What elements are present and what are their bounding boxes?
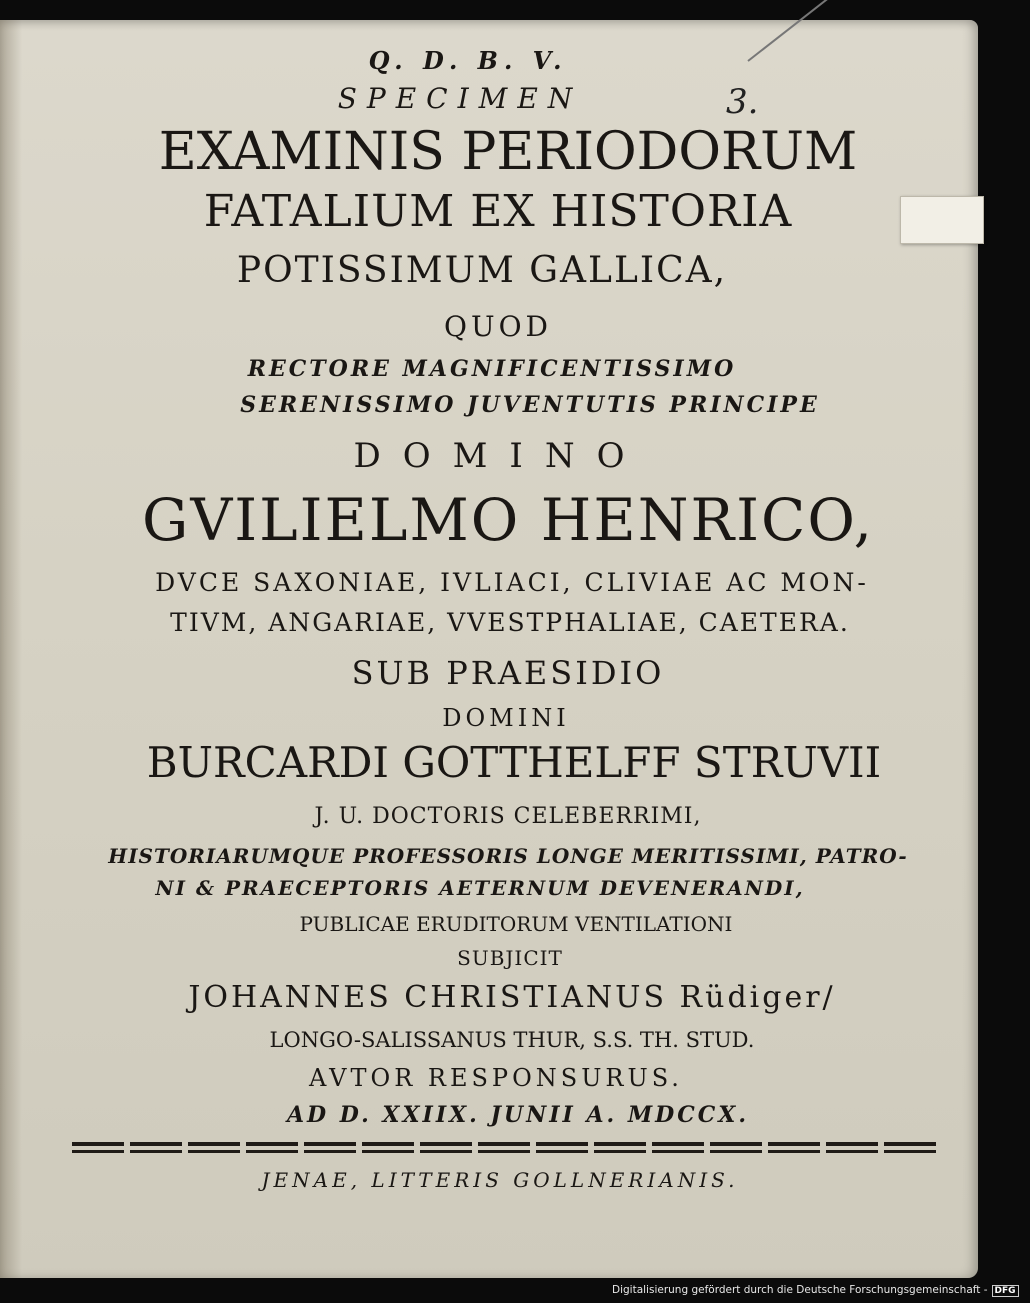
- rule-bottom: [72, 1150, 938, 1153]
- handwritten-number: 3.: [726, 82, 759, 122]
- domino-label: DOMINO: [353, 436, 647, 476]
- title-line-2: FATALIUM EX HISTORIA: [203, 186, 793, 237]
- author-name: JOHANNES CHRISTIANUS Rüdiger/: [188, 980, 836, 1015]
- author-origin: LONGO-SALISSANUS THUR, S.S. TH. STUD.: [269, 1028, 755, 1052]
- credit-text: Digitalisierung gefördert durch die Deutsche Forschungsgemeinschaft -: [612, 1284, 988, 1296]
- prince-titles-line-2: TIVM, ANGARIAE, VVESTPHALIAE, CAETERA.: [170, 608, 850, 637]
- defense-date: AD D. XXIIX. JUNII A. MDCCX.: [286, 1102, 750, 1128]
- rector-line-1: RECTORE MAGNIFICENTISSIMO: [247, 356, 737, 382]
- motto: Q. D. B. V.: [368, 46, 568, 75]
- praeses-degree: J. U. DOCTORIS CELEBERRIMI,: [314, 804, 702, 829]
- prince-titles-line-1: DVCE SAXONIAE, IVLIACI, CLIVIAE AC MON-: [155, 568, 869, 597]
- publicae-line: PUBLICAE ERUDITORUM VENTILATIONI: [299, 912, 733, 936]
- prince-name: GVILIELMO HENRICO,: [142, 486, 874, 554]
- specimen-heading: SPECIMEN: [337, 82, 583, 115]
- quod-label: QUOD: [444, 310, 552, 343]
- praeses-line-1: HISTORIARUMQUE PROFESSORIS LONGE MERITISSIMI, PATRO-: [108, 844, 908, 868]
- praeses-name: BURCARDI GOTTHELFF STRUVII: [146, 738, 882, 787]
- domini-label: DOMINI: [442, 704, 570, 732]
- autor-responsurus: AVTOR RESPONSURUS.: [309, 1064, 683, 1092]
- title-line-3: POTISSIMUM GALLICA,: [236, 250, 728, 291]
- sub-praesidio-label: SUB PRAESIDIO: [351, 654, 665, 692]
- digitization-credit: [612, 1284, 1019, 1300]
- rector-line-2: SERENISSIMO JUVENTUTIS PRINCIPE: [240, 392, 820, 418]
- dfg-logo: DFG: [992, 1285, 1019, 1297]
- title-line-1: EXAMINIS PERIODORUM: [158, 122, 858, 182]
- rule-top: [72, 1142, 938, 1146]
- subjicit-label: SUBJICIT: [457, 946, 563, 970]
- imprint: JENAE, LITTERIS GOLLNERIANIS.: [261, 1168, 739, 1192]
- praeses-line-2: NI & PRAECEPTORIS AETERNUM DEVENERANDI,: [155, 876, 805, 900]
